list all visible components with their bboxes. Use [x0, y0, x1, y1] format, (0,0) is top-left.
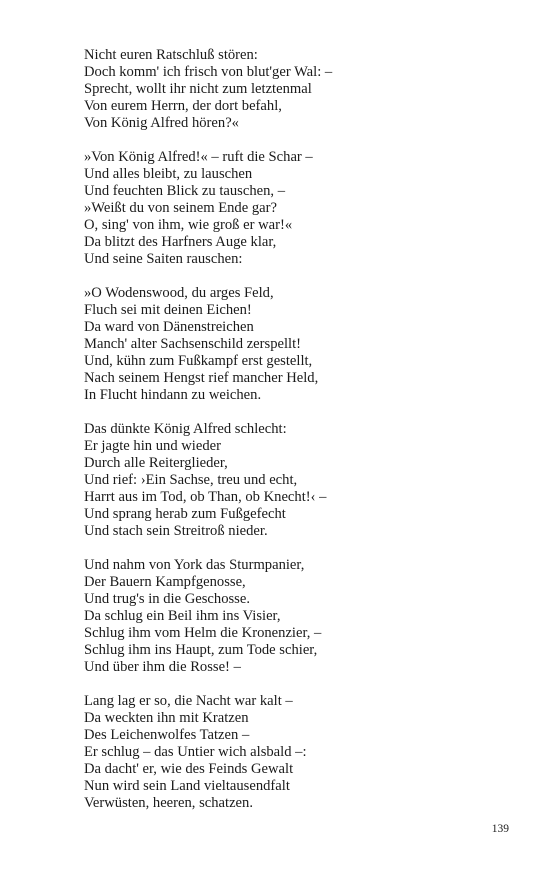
- poem-line: Durch alle Reiterglieder,: [84, 455, 228, 471]
- poem-line: In Flucht hindann zu weichen.: [84, 387, 262, 403]
- stanza-4: [84, 421, 484, 540]
- page-number: 139: [491, 823, 509, 835]
- poem-line: Schlug ihm ins Haupt, zum Tode schier,: [84, 642, 318, 658]
- poem-line: Fluch sei mit deinen Eichen!: [84, 302, 252, 318]
- poem-line: »Weißt du von seinem Ende gar?: [84, 200, 277, 216]
- poem-line: Von eurem Herrn, der dort befahl,: [84, 98, 282, 114]
- poem-line: Der Bauern Kampfgenosse,: [84, 574, 246, 590]
- poem-text: [84, 47, 484, 829]
- poem-line: Da weckten ihn mit Kratzen: [84, 710, 249, 726]
- poem-line: Er schlug – das Untier wich alsbald –:: [84, 744, 307, 760]
- poem-line: Da schlug ein Beil ihm ins Visier,: [84, 608, 281, 624]
- poem-line: Des Leichenwolfes Tatzen –: [84, 727, 250, 743]
- poem-line: »O Wodenswood, du arges Feld,: [84, 285, 274, 301]
- poem-line: Und feuchten Blick zu tauschen, –: [84, 183, 286, 199]
- poem-line: Er jagte hin und wieder: [84, 438, 221, 454]
- stanza-2: [84, 149, 484, 268]
- stanza-6: [84, 693, 484, 812]
- poem-line: Doch komm' ich frisch von blut'ger Wal: –: [84, 64, 333, 80]
- poem-line: Schlug ihm vom Helm die Kronenzier, –: [84, 625, 322, 641]
- poem-line: Das dünkte König Alfred schlecht:: [84, 421, 287, 437]
- poem-line: Und trug's in die Geschosse.: [84, 591, 250, 607]
- poem-line: Sprecht, wollt ihr nicht zum letztenmal: [84, 81, 312, 97]
- poem-line: O, sing' von ihm, wie groß er war!«: [84, 217, 293, 233]
- poem-line: Da blitzt des Harfners Auge klar,: [84, 234, 277, 250]
- poem-line: Da dacht' er, wie des Feinds Gewalt: [84, 761, 294, 777]
- stanza-1: [84, 47, 484, 132]
- poem-line: »Von König Alfred!« – ruft die Schar –: [84, 149, 313, 165]
- poem-line: Nach seinem Hengst rief mancher Held,: [84, 370, 319, 386]
- poem-line: Und sprang herab zum Fußgefecht: [84, 506, 286, 522]
- poem-line: Und seine Saiten rauschen:: [84, 251, 243, 267]
- poem-line: Nun wird sein Land vieltausendfalt: [84, 778, 290, 794]
- stanza-5: [84, 557, 484, 676]
- poem-line: Und nahm von York das Sturmpanier,: [84, 557, 305, 573]
- poem-line: Lang lag er so, die Nacht war kalt –: [84, 693, 293, 709]
- poem-line: Da ward von Dänenstreichen: [84, 319, 254, 335]
- poem-line: Und rief: ›Ein Sachse, treu und echt,: [84, 472, 298, 488]
- poem-line: Nicht euren Ratschluß stören:: [84, 47, 258, 63]
- poem-line: Manch' alter Sachsenschild zerspellt!: [84, 336, 301, 352]
- poem-line: Und alles bleibt, zu lauschen: [84, 166, 253, 182]
- poem-line: Und, kühn zum Fußkampf erst gestellt,: [84, 353, 313, 369]
- poem-line: Verwüsten, heeren, schatzen.: [84, 795, 253, 811]
- poem-line: Harrt aus im Tod, ob Than, ob Knecht!‹ –: [84, 489, 327, 505]
- stanza-3: [84, 285, 484, 404]
- poem-line: Von König Alfred hören?«: [84, 115, 239, 131]
- poem-line: Und stach sein Streitroß nieder.: [84, 523, 268, 539]
- poem-line: Und über ihm die Rosse! –: [84, 659, 241, 675]
